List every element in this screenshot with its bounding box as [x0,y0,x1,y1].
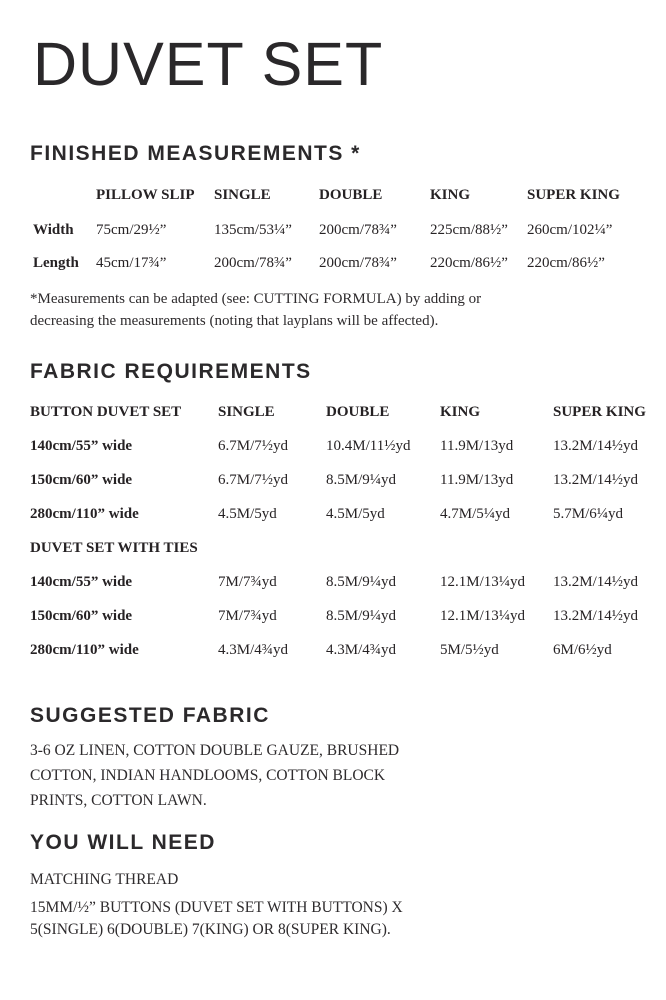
column-header-king: KING [430,187,471,203]
table-cell: 13.2M/14½yd [553,574,639,590]
measurements-row-width [33,222,666,238]
buttons-line: 5(SINGLE) 6(DOUBLE) 7(KING) OR 8(SUPER KING). [30,921,391,938]
fabric-row-150cm-buttons [30,472,666,488]
suggested-fabric-line: COTTON, INDIAN HANDLOOMS, COTTON BLOCK [30,767,386,784]
row-label-width: Width [33,222,74,238]
column-header-pillow-slip: PILLOW SLIP [96,187,195,203]
table-cell: 11.9M/13yd [440,438,514,454]
heading-finished-measurements: FINISHED MEASUREMENTS * [30,142,361,165]
you-will-need-item-thread: MATCHING THREAD [30,871,179,888]
table-cell: 4.5M/5yd [326,506,385,522]
table-cell: 11.9M/13yd [440,472,514,488]
row-label-length: Length [33,255,79,271]
buttons-line: 15MM/½” BUTTONS (DUVET SET WITH BUTTONS) X [30,899,403,916]
heading-suggested-fabric: SUGGESTED FABRIC [30,704,270,727]
finished-measurements-table [33,187,666,271]
column-header-double: DOUBLE [326,404,390,420]
table-cell: 45cm/17¾” [96,255,167,271]
footnote-line: *Measurements can be adapted (see: CUTTING FORMULA) by adding or [30,291,482,307]
table-cell: 6M/6½yd [553,642,612,658]
table-cell: 7M/7¾yd [218,608,277,624]
heading-you-will-need: YOU WILL NEED [30,831,216,854]
table-cell: 7M/7¾yd [218,574,277,590]
row-label-140cm: 140cm/55” wide [30,438,133,454]
section-label-button-duvet-set: BUTTON DUVET SET [30,404,182,420]
row-label-140cm: 140cm/55” wide [30,574,133,590]
row-label-280cm: 280cm/110” wide [30,642,139,658]
column-header-single: SINGLE [218,404,275,420]
section-label-duvet-set-with-ties: DUVET SET WITH TIES [30,540,198,556]
column-header-double: DOUBLE [319,187,383,203]
measurements-row-length [33,255,666,271]
table-cell: 5.7M/6¼yd [553,506,624,522]
table-cell: 4.3M/4¾yd [218,642,289,658]
fabric-row-280cm-buttons [30,506,666,522]
footnote-line: decreasing the measurements (noting that layplans will be affected). [30,313,439,329]
fabric-requirements-table [30,404,666,658]
table-cell: 8.5M/9¼yd [326,608,397,624]
suggested-fabric-line: 3-6 OZ LINEN, COTTON DOUBLE GAUZE, BRUSHED [30,742,400,759]
table-cell: 12.1M/13¼yd [440,574,526,590]
table-cell: 12.1M/13¼yd [440,608,526,624]
page-title: DUVET SET [33,30,384,98]
heading-fabric-requirements: FABRIC REQUIREMENTS [30,360,312,383]
table-cell: 6.7M/7½yd [218,472,289,488]
fabric-row-140cm-ties [30,574,666,590]
you-will-need-item-buttons [30,897,666,941]
table-cell: 200cm/78¾” [214,255,292,271]
table-cell: 220cm/86½” [527,255,605,271]
table-cell: 135cm/53¼” [214,222,292,238]
table-cell: 200cm/78¾” [319,255,397,271]
table-cell: 10.4M/11½yd [326,438,411,454]
column-header-super-king: SUPER KING [553,404,646,420]
row-label-150cm: 150cm/60” wide [30,472,133,488]
suggested-fabric-text [30,738,666,813]
column-header-super-king: SUPER KING [527,187,620,203]
column-header-king: KING [440,404,481,420]
table-cell: 75cm/29½” [96,222,167,238]
column-header-single: SINGLE [214,187,271,203]
table-cell: 200cm/78¾” [319,222,397,238]
row-label-280cm: 280cm/110” wide [30,506,139,522]
table-cell: 4.5M/5yd [218,506,277,522]
measurements-header-row [33,187,666,203]
empty-corner-cell [33,187,96,203]
table-cell: 225cm/88½” [430,222,508,238]
table-cell: 5M/5½yd [440,642,499,658]
fabric-row-150cm-ties [30,608,666,624]
fabric-row-280cm-ties [30,642,666,658]
table-cell: 4.7M/5¼yd [440,506,511,522]
table-cell: 13.2M/14½yd [553,438,639,454]
table-cell: 4.3M/4¾yd [326,642,397,658]
fabric-header-row [30,404,666,420]
measurements-footnote [30,288,666,332]
table-cell: 6.7M/7½yd [218,438,289,454]
fabric-row-140cm-buttons [30,438,666,454]
table-cell: 8.5M/9¼yd [326,574,397,590]
suggested-fabric-line: PRINTS, COTTON LAWN. [30,792,207,809]
table-cell: 220cm/86½” [430,255,508,271]
table-cell: 260cm/102¼” [527,222,613,238]
table-cell: 13.2M/14½yd [553,472,639,488]
table-cell: 13.2M/14½yd [553,608,639,624]
table-cell: 8.5M/9¼yd [326,472,397,488]
row-label-150cm: 150cm/60” wide [30,608,133,624]
